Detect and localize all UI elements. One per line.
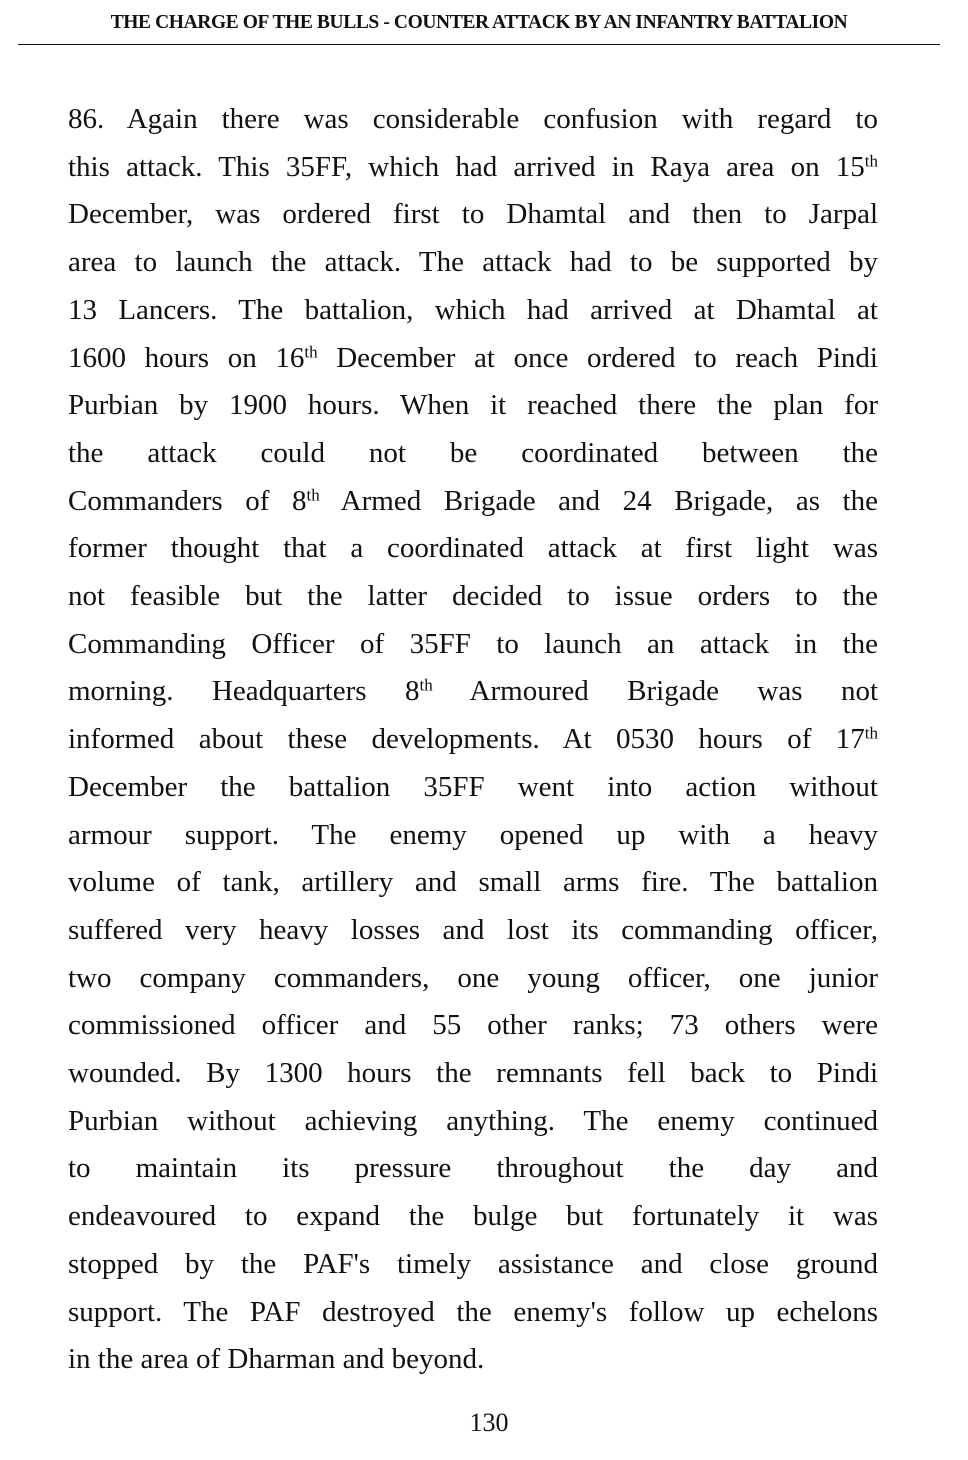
- text-line-18: suffered very heavy losses and lost its commanding officer,: [68, 913, 878, 946]
- text-line-20: commissioned officer and 55 other ranks; 73 others were: [68, 1009, 878, 1042]
- text-line-25: stopped by the PAF's timely assistance and close ground: [68, 1247, 878, 1280]
- running-head: THE CHARGE OF THE BULLS - COUNTER ATTACK BY AN INFANTRY BATTALION: [110, 12, 848, 33]
- text-line-6: [68, 335, 878, 383]
- text-line-14-content: informed about these developments. At 0530 hours of 17: [68, 723, 865, 756]
- text-line-8: the attack could not be coordinated between the: [68, 436, 878, 469]
- text-line-13-start: morning. Headquarters 8: [68, 675, 420, 708]
- text-line-2: [68, 144, 878, 192]
- text-line-12: Commanding Officer of 35FF to launch an attack in the: [68, 627, 878, 660]
- ordinal-suffix: th: [864, 151, 878, 171]
- text-line-9-rest: Armed Brigade and 24 Brigade, as the: [319, 484, 878, 517]
- ordinal-suffix: th: [419, 676, 433, 696]
- text-line-17: volume of tank, artillery and small arms fire. The battalion: [68, 866, 878, 899]
- text-line-19: two company commanders, one young officer, one junior: [68, 961, 878, 994]
- text-line-6-start: 1600 hours on 16: [68, 341, 305, 374]
- ordinal-suffix: th: [864, 723, 878, 743]
- page-number: 130: [469, 1408, 509, 1437]
- text-line-5: 13 Lancers. The battalion, which had arrived at Dhamtal at: [68, 293, 878, 326]
- text-line-3: December, was ordered first to Dhamtal and then to Jarpal: [68, 198, 878, 231]
- text-line-7: Purbian by 1900 hours. When it reached there the plan for: [68, 389, 878, 422]
- ordinal-suffix: th: [306, 485, 320, 505]
- paragraph-86: [68, 96, 878, 1384]
- text-line-21: wounded. By 1300 hours the remnants fell back to Pindi: [68, 1057, 878, 1090]
- text-line-13-rest: Armoured Brigade was not: [432, 675, 879, 708]
- text-line-24: endeavoured to expand the bulge but fortunately it was: [68, 1200, 878, 1233]
- text-line-11: not feasible but the latter decided to issue orders to the: [68, 580, 878, 613]
- text-line-9: [68, 478, 878, 526]
- text-line-26: support. The PAF destroyed the enemy's follow up echelons: [68, 1295, 878, 1328]
- text-line-27: in the area of Dharman and beyond.: [68, 1343, 485, 1376]
- text-line-10: former thought that a coordinated attack at first light was: [68, 532, 878, 565]
- text-line-1: 86. Again there was considerable confusion with regard to: [68, 103, 878, 135]
- text-line-9-start: Commanders of 8: [68, 484, 307, 517]
- text-line-15: December the battalion 35FF went into action without: [68, 770, 878, 803]
- text-line-23: to maintain its pressure throughout the day and: [68, 1152, 878, 1185]
- text-line-16: armour support. The enemy opened up with a heavy: [68, 818, 878, 851]
- text-line-4: area to launch the attack. The attack had to be supported by: [68, 246, 878, 279]
- header-rule: [18, 44, 940, 45]
- text-line-14: [68, 716, 878, 764]
- text-line-6-rest: December at once ordered to reach Pindi: [317, 341, 878, 374]
- text-line-22: Purbian without achieving anything. The enemy continued: [68, 1104, 878, 1137]
- text-line-2-content: this attack. This 35FF, which had arrived in Raya area on 15: [68, 150, 865, 183]
- ordinal-suffix: th: [304, 342, 318, 362]
- text-line-13: [68, 668, 878, 716]
